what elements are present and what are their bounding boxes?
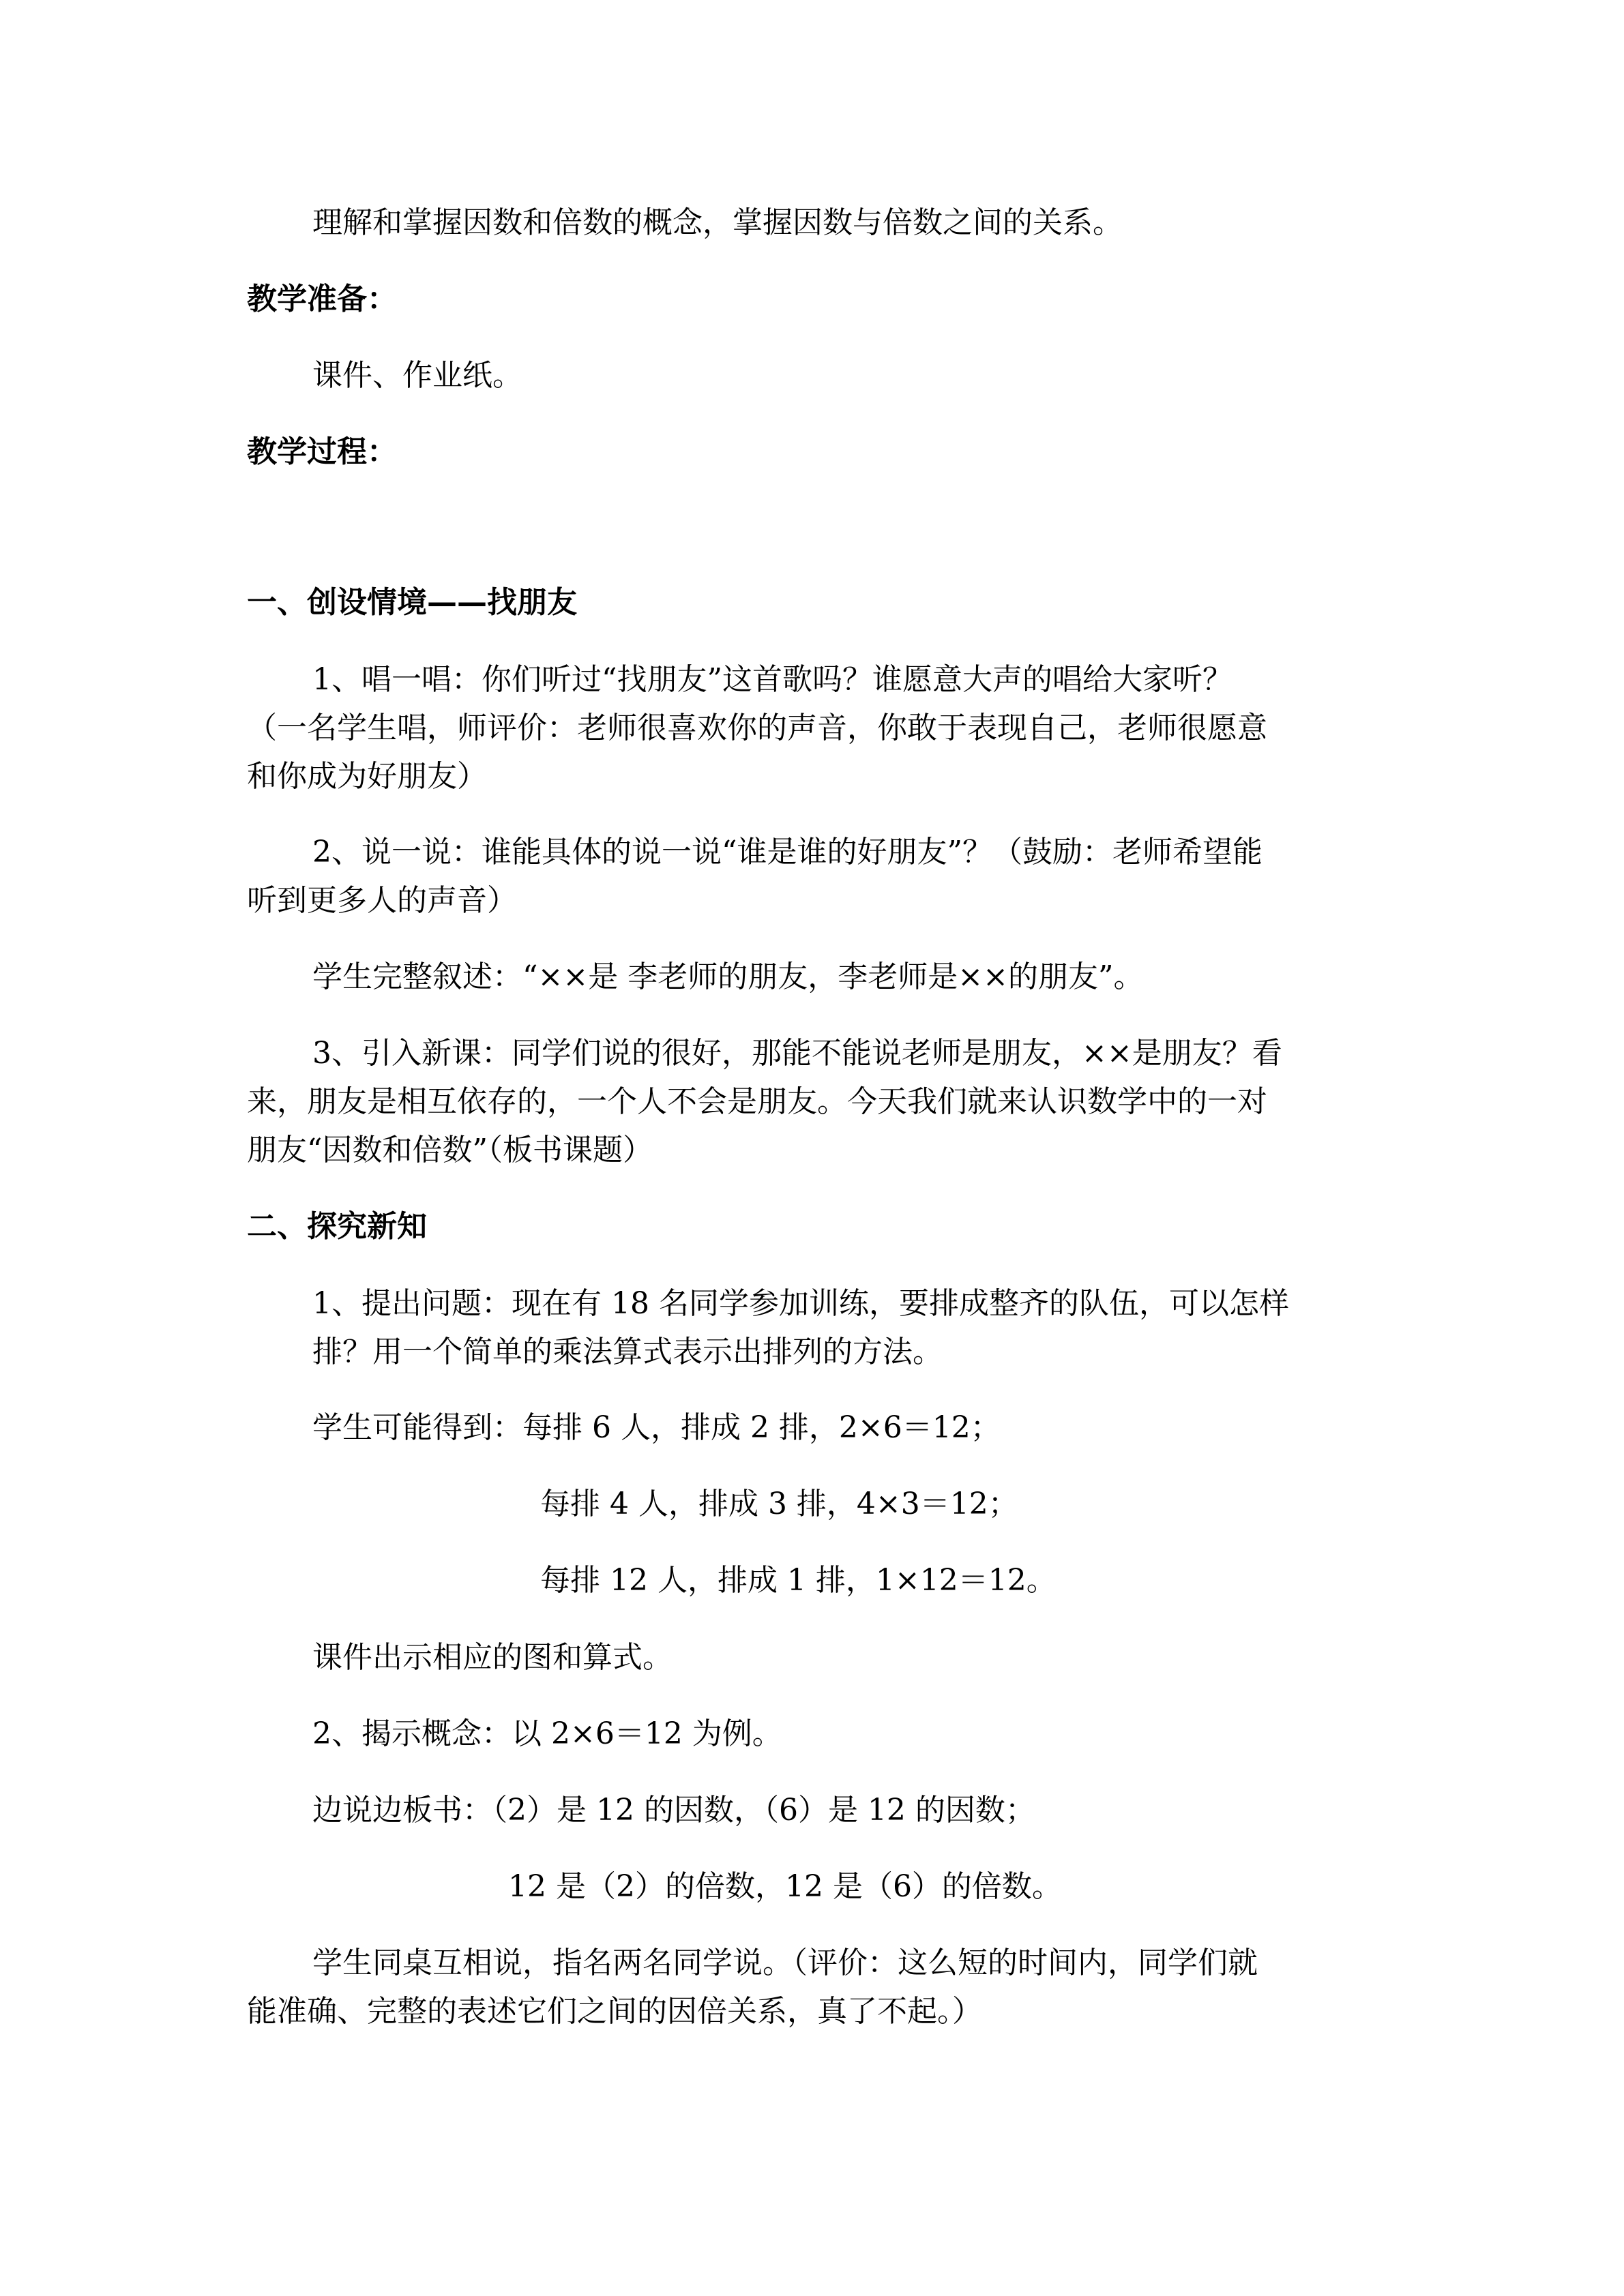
section1-p4-line2: 来，朋友是相互依存的，一个人不会是朋友。今天我们就来认识数学中的一对: [247, 1084, 1267, 1119]
section1-heading: 一、创设情境——找朋友: [247, 585, 577, 620]
prep-heading: 教学准备：: [247, 282, 397, 316]
section2-board2: 12 是（2）的倍数，12 是（6）的倍数。: [508, 1869, 1062, 1904]
section1-p1-line2: （一名学生唱，师评价：老师很喜欢你的声音，你敢于表现自己，老师很愿意: [247, 711, 1267, 745]
section1-p2-line2: 听到更多人的声音）: [247, 883, 517, 918]
objective-text: 理解和掌握因数和倍数的概念，掌握因数与倍数之间的关系。: [312, 205, 1123, 240]
section2-show: 课件出示相应的图和算式。: [312, 1640, 673, 1675]
section2-concept: 2、揭示概念：以 2×6＝12 为例。: [312, 1716, 782, 1751]
section2-board1: 边说边板书：（2）是 12 的因数，（6）是 12 的因数；: [312, 1793, 1035, 1828]
process-heading: 教学过程：: [247, 434, 397, 469]
section1-p1-line1: 1、唱一唱：你们听过“找朋友”这首歌吗？谁愿意大声的唱给大家听？: [312, 662, 1232, 697]
section2-pair-line2: 能准确、完整的表述它们之间的因倍关系，真了不起。）: [247, 1994, 982, 2029]
section1-p3: 学生完整叙述：“××是 李老师的朋友，李老师是××的朋友”。: [312, 959, 1144, 994]
section2-q1-line1: 1、提出问题：现在有 18 名同学参加训练，要排成整齐的队伍，可以怎样: [312, 1286, 1289, 1321]
section2-answer3: 每排 12 人，排成 1 排，1×12＝12。: [540, 1563, 1057, 1598]
section1-p1-line3: 和你成为好朋友）: [247, 759, 487, 794]
prep-text: 课件、作业纸。: [312, 358, 522, 393]
section2-q1-line2: 排？用一个简单的乘法算式表示出排列的方法。: [312, 1335, 943, 1369]
section1-p4-line3: 朋友“因数和倍数”（板书课题）: [247, 1133, 653, 1167]
section2-pair-line1: 学生同桌互相说，指名两名同学说。（评价：这么短的时间内，同学们就: [312, 1945, 1258, 1980]
section1-p2-line1: 2、说一说：谁能具体的说一说“谁是谁的好朋友”？（鼓励：老师希望能: [312, 835, 1263, 869]
section1-p4-line1: 3、引入新课：同学们说的很好，那能不能说老师是朋友，××是朋友？看: [312, 1036, 1282, 1071]
section2-heading: 二、探究新知: [247, 1209, 427, 1244]
section2-answer1: 学生可能得到：每排 6 人，排成 2 排，2×6＝12；: [312, 1410, 1001, 1445]
section2-answer2: 每排 4 人，排成 3 排，4×3＝12；: [540, 1487, 1018, 1521]
